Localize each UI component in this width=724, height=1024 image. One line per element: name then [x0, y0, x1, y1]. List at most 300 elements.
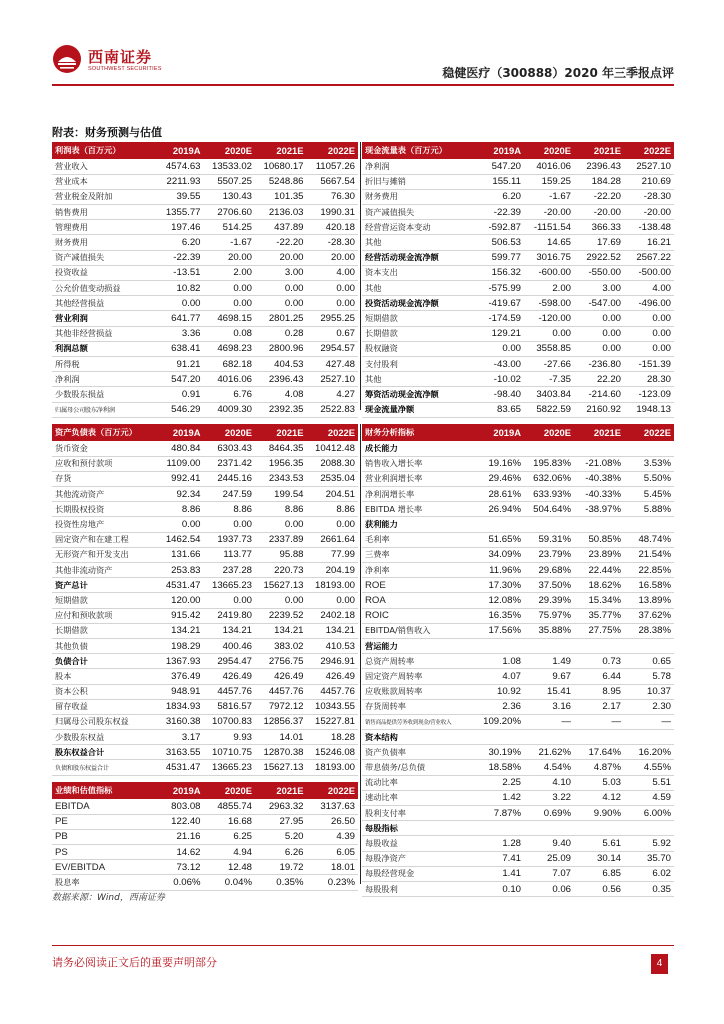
value-cell: -598.00 — [524, 296, 574, 311]
value-cell: 14.65 — [524, 235, 574, 250]
value-cell: 4016.06 — [524, 159, 574, 174]
value-cell: 4574.63 — [152, 159, 204, 174]
value-cell: 1.42 — [474, 790, 524, 805]
value-cell: 4457.76 — [204, 684, 256, 699]
value-cell — [624, 730, 674, 745]
table-row — [52, 296, 358, 311]
value-cell: 2136.03 — [255, 205, 307, 220]
value-cell: 5816.57 — [204, 699, 256, 714]
value-cell: 1.41 — [474, 866, 524, 881]
value-cell: 9.40 — [524, 836, 574, 851]
table-row — [362, 517, 674, 532]
row-label: 净利润 — [362, 159, 474, 174]
value-cell: 131.66 — [152, 547, 204, 562]
value-cell: 1462.54 — [152, 532, 204, 547]
table-row — [52, 356, 358, 371]
table-row — [52, 487, 358, 502]
table-row — [362, 456, 674, 471]
value-cell — [574, 821, 624, 836]
value-cell: -22.20 — [574, 189, 624, 204]
row-label: 长期股权投资 — [52, 502, 152, 517]
row-label: 营业收入 — [52, 159, 152, 174]
value-cell — [624, 441, 674, 456]
value-cell: 10700.83 — [204, 714, 256, 729]
table-header-row — [362, 424, 674, 441]
value-cell: 5.03 — [574, 775, 624, 790]
value-cell: 3558.85 — [524, 341, 574, 356]
row-label: 股权融资 — [362, 341, 474, 356]
year-header-cell: 2021E — [574, 424, 624, 441]
value-cell: -38.97% — [574, 502, 624, 517]
row-label: 所得税 — [52, 356, 152, 371]
value-cell: 159.25 — [524, 174, 574, 189]
value-cell: 15627.13 — [255, 578, 307, 593]
table-row — [52, 372, 358, 387]
value-cell: -123.09 — [624, 387, 674, 402]
value-cell: -98.40 — [474, 387, 524, 402]
table-row — [52, 714, 358, 729]
value-cell: 0.08 — [204, 326, 256, 341]
table-row — [52, 845, 358, 860]
value-cell: 376.49 — [152, 669, 204, 684]
row-label: 每股股利 — [362, 881, 474, 896]
year-header-cell: 2020E — [204, 142, 256, 159]
value-cell: 0.00 — [255, 281, 307, 296]
year-header-cell: 2019A — [152, 782, 204, 799]
year-header-cell: 2021E — [255, 424, 307, 441]
row-label: 其他非流动资产 — [52, 563, 152, 578]
table-row — [362, 699, 674, 714]
row-label: 总资产周转率 — [362, 654, 474, 669]
value-cell: -22.39 — [474, 205, 524, 220]
value-cell: -496.00 — [624, 296, 674, 311]
row-label: EBITDA/销售收入 — [362, 623, 474, 638]
table-row — [362, 578, 674, 593]
column-divider-top — [360, 142, 361, 410]
value-cell: 546.29 — [152, 402, 204, 417]
value-cell: 92.34 — [152, 487, 204, 502]
value-cell: 6.02 — [624, 866, 674, 881]
value-cell: -28.30 — [624, 189, 674, 204]
value-cell: 2706.60 — [204, 205, 256, 220]
value-cell: 156.32 — [474, 265, 524, 280]
value-cell: 1956.35 — [255, 456, 307, 471]
table-row — [362, 341, 674, 356]
year-header-cell: 2022E — [624, 424, 674, 441]
value-cell: -13.51 — [152, 265, 204, 280]
value-cell: 9.90% — [574, 806, 624, 821]
value-cell: 2.00 — [524, 281, 574, 296]
value-cell: 253.83 — [152, 563, 204, 578]
value-cell: 0.00 — [574, 326, 624, 341]
value-cell: 19.72 — [255, 860, 307, 875]
value-cell: 2.17 — [574, 699, 624, 714]
row-label: PS — [52, 845, 152, 860]
value-cell: 20.00 — [204, 250, 256, 265]
footer-divider — [52, 945, 674, 946]
row-label: 存货周转率 — [362, 699, 474, 714]
value-cell: 8.86 — [255, 502, 307, 517]
value-cell: 682.18 — [204, 356, 256, 371]
value-cell: 10680.17 — [255, 159, 307, 174]
row-label: 货币资金 — [52, 441, 152, 456]
value-cell: 199.54 — [255, 487, 307, 502]
value-cell: 0.00 — [307, 517, 359, 532]
value-cell: 3.17 — [152, 730, 204, 745]
value-cell: -40.33% — [574, 487, 624, 502]
value-cell: 22.44% — [574, 563, 624, 578]
value-cell: 0.04% — [204, 875, 256, 890]
value-cell: 7.41 — [474, 851, 524, 866]
value-cell: 3.22 — [524, 790, 574, 805]
value-cell: 12870.38 — [255, 745, 307, 760]
row-label: 管理费用 — [52, 220, 152, 235]
value-cell: 15.34% — [574, 593, 624, 608]
table-row — [362, 265, 674, 280]
value-cell — [574, 441, 624, 456]
value-cell: 26.94% — [474, 502, 524, 517]
value-cell: 109.20% — [474, 714, 524, 729]
value-cell: -550.00 — [574, 265, 624, 280]
table-row — [362, 654, 674, 669]
year-header-cell: 2019A — [474, 142, 524, 159]
value-cell: 134.21 — [307, 623, 359, 638]
value-cell: 0.56 — [574, 881, 624, 896]
value-cell: 17.64% — [574, 745, 624, 760]
value-cell: 2371.42 — [204, 456, 256, 471]
financial-ratios-table — [362, 424, 674, 897]
table-row — [52, 341, 358, 356]
value-cell: 4016.06 — [204, 372, 256, 387]
value-cell — [574, 517, 624, 532]
value-cell: 19.16% — [474, 456, 524, 471]
year-header-cell: 2022E — [624, 142, 674, 159]
value-cell: 73.12 — [152, 860, 204, 875]
year-header-cell: 2022E — [307, 782, 359, 799]
row-label: 负债合计 — [52, 654, 152, 669]
logo-name-cn: 西南证券 — [88, 48, 153, 66]
value-cell: 2.36 — [474, 699, 524, 714]
value-cell: 0.10 — [474, 881, 524, 896]
value-cell: 0.00 — [307, 296, 359, 311]
table-row — [362, 623, 674, 638]
value-cell: -547.00 — [574, 296, 624, 311]
table-row — [52, 387, 358, 402]
value-cell: 18.62% — [574, 578, 624, 593]
table-header-row — [52, 424, 358, 441]
row-label: 经营活动现金流净额 — [362, 250, 474, 265]
value-cell: 2.30 — [624, 699, 674, 714]
table-row — [52, 730, 358, 745]
table-row — [52, 669, 358, 684]
row-label: 净利率 — [362, 563, 474, 578]
value-cell: 6.20 — [152, 235, 204, 250]
value-cell: 5.92 — [624, 836, 674, 851]
value-cell: 4.87% — [574, 760, 624, 775]
table-row — [52, 441, 358, 456]
value-cell — [624, 638, 674, 653]
table-row — [52, 402, 358, 417]
logo-mark-icon — [52, 44, 82, 74]
row-label: 其他 — [362, 235, 474, 250]
value-cell: 4457.76 — [255, 684, 307, 699]
value-cell: 14.62 — [152, 845, 204, 860]
value-cell: 29.39% — [524, 593, 574, 608]
value-cell: 26.50 — [307, 814, 359, 829]
value-cell: 155.11 — [474, 174, 524, 189]
value-cell: 632.06% — [524, 471, 574, 486]
value-cell: 5.61 — [574, 836, 624, 851]
row-label: 每股收益 — [362, 836, 474, 851]
appendix-title: 附表：财务预测与估值 — [52, 126, 162, 139]
row-label: 留存收益 — [52, 699, 152, 714]
value-cell: 12.08% — [474, 593, 524, 608]
value-cell: 0.00 — [624, 326, 674, 341]
value-cell: 30.14 — [574, 851, 624, 866]
row-label: 短期借款 — [52, 593, 152, 608]
value-cell: 10412.48 — [307, 441, 359, 456]
table-row — [52, 189, 358, 204]
row-label: 无形资产和开发支出 — [52, 547, 152, 562]
row-label: 投资性房地产 — [52, 517, 152, 532]
value-cell: 13665.23 — [204, 760, 256, 775]
row-label: 折旧与摊销 — [362, 174, 474, 189]
header-divider — [52, 84, 674, 86]
value-cell: 383.02 — [255, 638, 307, 653]
value-cell: 504.64% — [524, 502, 574, 517]
row-label: 营业利润增长率 — [362, 471, 474, 486]
table-row — [52, 814, 358, 829]
value-cell: 247.59 — [204, 487, 256, 502]
value-cell: -600.00 — [524, 265, 574, 280]
value-cell: 12.48 — [204, 860, 256, 875]
value-cell — [574, 638, 624, 653]
table-row — [362, 821, 674, 836]
value-cell: 2946.91 — [307, 654, 359, 669]
value-cell: 6303.43 — [204, 441, 256, 456]
value-cell: -20.00 — [574, 205, 624, 220]
value-cell: 77.99 — [307, 547, 359, 562]
value-cell: 4698.15 — [204, 311, 256, 326]
row-label: 财务费用 — [52, 235, 152, 250]
value-cell: 803.08 — [152, 799, 204, 814]
value-cell: 4.94 — [204, 845, 256, 860]
value-cell: 22.85% — [624, 563, 674, 578]
row-label: 销售费用 — [52, 205, 152, 220]
row-label: 营运能力 — [362, 638, 474, 653]
report-title: 稳健医疗（300888）2020 年三季报点评 — [442, 66, 674, 80]
value-cell: 15246.08 — [307, 745, 359, 760]
value-cell — [524, 821, 574, 836]
table-row — [52, 159, 358, 174]
value-cell: -1.67 — [524, 189, 574, 204]
value-cell: 8.86 — [152, 502, 204, 517]
year-header-cell: 2022E — [307, 424, 359, 441]
value-cell: 420.18 — [307, 220, 359, 235]
footer-disclaimer: 请务必阅读正文后的重要声明部分 — [52, 956, 217, 969]
value-cell: 35.77% — [574, 608, 624, 623]
table-row — [52, 745, 358, 760]
value-cell: 2527.10 — [307, 372, 359, 387]
value-cell: 2963.32 — [255, 799, 307, 814]
table-row — [52, 220, 358, 235]
value-cell: 10710.75 — [204, 745, 256, 760]
row-label: 资产总计 — [52, 578, 152, 593]
row-label: 股东权益合计 — [52, 745, 152, 760]
table-row — [362, 881, 674, 896]
row-label: 流动比率 — [362, 775, 474, 790]
value-cell — [474, 441, 524, 456]
value-cell: 6.76 — [204, 387, 256, 402]
row-label: 其他经营损益 — [52, 296, 152, 311]
table-row — [362, 159, 674, 174]
table-row — [52, 684, 358, 699]
value-cell: 2419.80 — [204, 608, 256, 623]
table-row — [362, 532, 674, 547]
value-cell: 16.35% — [474, 608, 524, 623]
value-cell: 410.53 — [307, 638, 359, 653]
income-statement-table — [52, 142, 358, 418]
value-cell: 18.28 — [307, 730, 359, 745]
value-cell: 0.00 — [255, 517, 307, 532]
value-cell: 4457.76 — [307, 684, 359, 699]
value-cell: 13533.02 — [204, 159, 256, 174]
row-label: EBITDA — [52, 799, 152, 814]
value-cell: 2955.25 — [307, 311, 359, 326]
value-cell: 184.28 — [574, 174, 624, 189]
table-row — [362, 296, 674, 311]
value-cell: 2527.10 — [624, 159, 674, 174]
row-label: 每股指标 — [362, 821, 474, 836]
row-label: 筹资活动现金流净额 — [362, 387, 474, 402]
value-cell: 2088.30 — [307, 456, 359, 471]
row-label: 存货 — [52, 471, 152, 486]
value-cell: 0.35 — [624, 881, 674, 896]
value-cell: 21.62% — [524, 745, 574, 760]
value-cell: 2522.83 — [307, 402, 359, 417]
value-cell: 0.00 — [204, 517, 256, 532]
table-row — [52, 563, 358, 578]
row-label: 资产负债率 — [362, 745, 474, 760]
row-label: 少数股东损益 — [52, 387, 152, 402]
value-cell: 4.12 — [574, 790, 624, 805]
value-cell: -27.66 — [524, 356, 574, 371]
row-label: ROA — [362, 593, 474, 608]
table-row — [362, 730, 674, 745]
value-cell: 76.30 — [307, 189, 359, 204]
value-cell: -236.80 — [574, 356, 624, 371]
value-cell: 7.07 — [524, 866, 574, 881]
value-cell — [524, 517, 574, 532]
table-row — [52, 547, 358, 562]
value-cell — [474, 821, 524, 836]
value-cell: 25.09 — [524, 851, 574, 866]
year-header-cell: 2022E — [307, 142, 359, 159]
value-cell — [474, 730, 524, 745]
value-cell: 6.20 — [474, 189, 524, 204]
table-row — [362, 669, 674, 684]
year-header-cell: 2019A — [152, 424, 204, 441]
row-label: 营业成本 — [52, 174, 152, 189]
value-cell: -22.20 — [255, 235, 307, 250]
value-cell: 4.39 — [307, 829, 359, 844]
table-row — [362, 356, 674, 371]
row-label: 利润总额 — [52, 341, 152, 356]
value-cell: -40.38% — [574, 471, 624, 486]
value-cell: -22.39 — [152, 250, 204, 265]
value-cell: 6.25 — [204, 829, 256, 844]
table-row — [362, 775, 674, 790]
value-cell: 23.79% — [524, 547, 574, 562]
value-cell: 3016.75 — [524, 250, 574, 265]
value-cell: 4.27 — [307, 387, 359, 402]
value-cell: 4.10 — [524, 775, 574, 790]
value-cell: 1937.73 — [204, 532, 256, 547]
table-row — [52, 654, 358, 669]
row-label: 归属母公司股东权益 — [52, 714, 152, 729]
value-cell: -174.59 — [474, 311, 524, 326]
value-cell: 18.58% — [474, 760, 524, 775]
row-label: 长期借款 — [362, 326, 474, 341]
table-row — [362, 174, 674, 189]
value-cell: 0.06% — [152, 875, 204, 890]
table-title-cell: 资产负债表（百万元） — [52, 424, 152, 441]
value-cell: 27.95 — [255, 814, 307, 829]
value-cell: 4009.30 — [204, 402, 256, 417]
year-header-cell: 2020E — [524, 142, 574, 159]
value-cell: 4.07 — [474, 669, 524, 684]
value-cell: 3160.38 — [152, 714, 204, 729]
table-row — [52, 517, 358, 532]
value-cell: 35.70 — [624, 851, 674, 866]
value-cell: 75.97% — [524, 608, 574, 623]
row-label: ROE — [362, 578, 474, 593]
row-label: EBITDA 增长率 — [362, 502, 474, 517]
value-cell: 18.01 — [307, 860, 359, 875]
table-row — [52, 250, 358, 265]
value-cell: 0.00 — [524, 326, 574, 341]
value-cell: 20.00 — [255, 250, 307, 265]
value-cell: 4.00 — [624, 281, 674, 296]
value-cell: 992.41 — [152, 471, 204, 486]
value-cell: -10.02 — [474, 372, 524, 387]
value-cell: -1151.54 — [524, 220, 574, 235]
value-cell: 195.83% — [524, 456, 574, 471]
row-label: 资本公积 — [52, 684, 152, 699]
value-cell: 0.69% — [524, 806, 574, 821]
table-row — [362, 487, 674, 502]
value-cell: 22.20 — [574, 372, 624, 387]
table-row — [362, 502, 674, 517]
table-row — [52, 265, 358, 280]
table-row — [52, 860, 358, 875]
table-row — [52, 799, 358, 814]
value-cell: 6.00% — [624, 806, 674, 821]
value-cell: 0.00 — [574, 341, 624, 356]
value-cell: 48.74% — [624, 532, 674, 547]
value-cell: 28.38% — [624, 623, 674, 638]
value-cell: -21.08% — [574, 456, 624, 471]
value-cell: 0.00 — [255, 593, 307, 608]
table-row — [52, 174, 358, 189]
value-cell: 1948.13 — [624, 402, 674, 417]
row-label: 资产减值损失 — [362, 205, 474, 220]
value-cell: 10.37 — [624, 684, 674, 699]
value-cell: -43.00 — [474, 356, 524, 371]
value-cell: 2392.35 — [255, 402, 307, 417]
value-cell: 7972.12 — [255, 699, 307, 714]
row-label: PB — [52, 829, 152, 844]
